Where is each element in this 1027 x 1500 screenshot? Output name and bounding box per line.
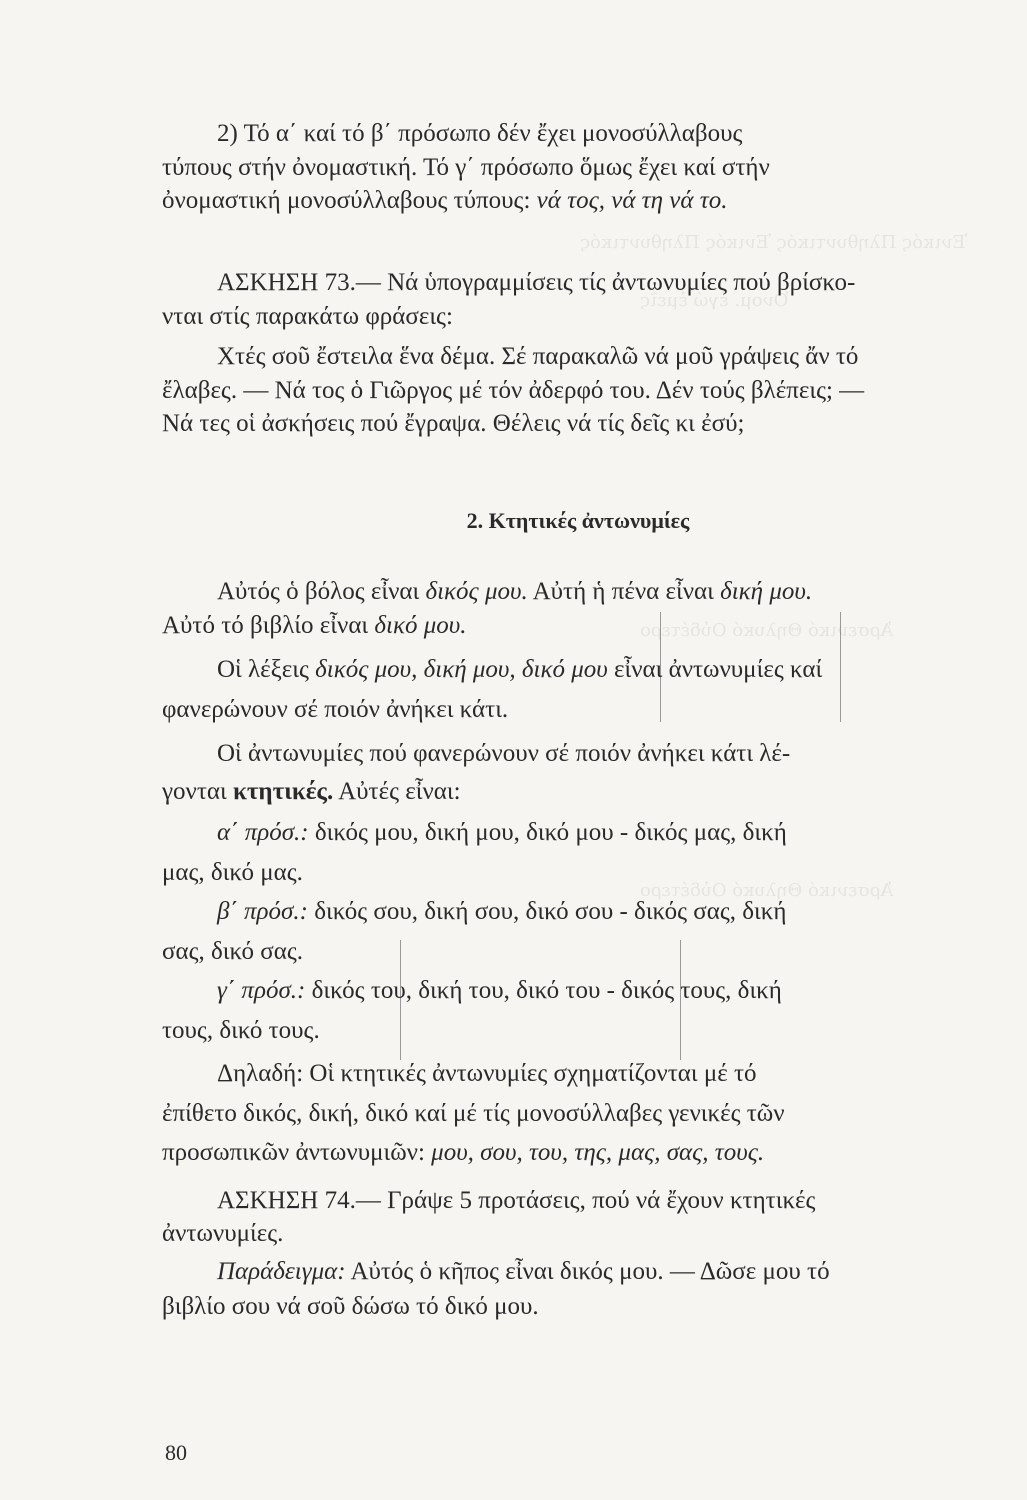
bleed-through-decoration: Ἑνικός Πληθυντικός Ἑνικός Πληθυντικός bbox=[580, 232, 968, 253]
italic-examples: νά τος, νά τη νά το. bbox=[536, 187, 728, 214]
text-run: Αὐτός ὁ βόλος εἶναι bbox=[217, 578, 426, 605]
paragraph-monosyllabic bbox=[162, 117, 994, 218]
italic-run: μου, σου, του, της, μας, σας, τους. bbox=[431, 1139, 765, 1166]
italic-run: δικός μου, δική μου, δικό μου bbox=[315, 656, 608, 683]
text-line bbox=[162, 575, 994, 609]
text-run: δικός του, δική του, δικό του - δικός τους, δική bbox=[305, 977, 782, 1004]
text-run: ὀνομαστική μονοσύλλαβους τύπους: bbox=[162, 187, 537, 214]
text-run: Αὐτός ὁ κῆπος εἶναι δικός μου. — Δῶσε μου τό bbox=[345, 1257, 830, 1285]
text-line: τύπους στήν ὀνομαστική. Τό γ΄ πρόσωπο ὅμως ἔχει καί στήν bbox=[162, 153, 770, 181]
bold-term: κτητικές. bbox=[232, 777, 334, 805]
exercise-heading-line: ΑΣΚΗΣΗ 73.— Νά ὑπογραμμίσεις τίς ἀντωνυμίες πού βρίσκο- bbox=[217, 269, 856, 296]
text-line: Νά τες οἱ ἀσκήσεις πού ἔγραψα. Θέλεις νά τίς δεῖς κι ἐσύ; bbox=[162, 410, 745, 437]
person-label: β΄ πρόσ.: bbox=[217, 898, 308, 925]
section-body bbox=[162, 575, 994, 1324]
text-line bbox=[162, 1136, 994, 1170]
text-run: δικός σου, δική σου, δικό σου - δικός σας, δική bbox=[307, 898, 787, 925]
person-label: α΄ πρόσ.: bbox=[217, 819, 309, 846]
person-line bbox=[162, 816, 994, 850]
person-line bbox=[162, 895, 994, 929]
text-line: τους, δικό τους. bbox=[162, 1016, 320, 1044]
page-number: 80 bbox=[165, 1440, 187, 1465]
text-line: Οἱ ἀντωνυμίες πού φανερώνουν σέ ποιόν ἀνήκει κάτι λέ- bbox=[217, 740, 791, 767]
text-line bbox=[162, 775, 994, 809]
text-line bbox=[162, 1255, 994, 1289]
text-line bbox=[162, 653, 994, 687]
text-line: φανερώνουν σέ ποιόν ἀνήκει κάτι. bbox=[162, 695, 509, 723]
section-heading: 2. Κτητικές ἀντωνυμίες bbox=[466, 508, 690, 533]
example-label: Παράδειγμα: bbox=[217, 1257, 346, 1285]
text-run: Αὐτή ἡ πένα εἶναι bbox=[527, 578, 721, 605]
text-line: Δηλαδή: Οἱ κτητικές ἀντωνυμίες σχηματίζονται μέ τό bbox=[217, 1060, 757, 1087]
text-run: προσωπικῶν ἀντωνυμιῶν: bbox=[162, 1139, 432, 1166]
text-line: βιβλίο σου νά σοῦ δώσω τό δικό μου. bbox=[162, 1293, 539, 1320]
text-line: σας, δικό σας. bbox=[162, 937, 304, 965]
text-line: Χτές σοῦ ἔστειλα ἕνα δέμα. Σέ παρακαλῶ νά μοῦ γράψεις ἄν τό bbox=[217, 343, 859, 370]
text-line: ἐπίθετο δικός, δική, δικό καί μέ τίς μονοσύλλαβες γενικές τῶν bbox=[162, 1099, 785, 1127]
italic-run: δικό μου. bbox=[374, 611, 467, 639]
italic-run: δικός μου. bbox=[425, 578, 528, 605]
text-line: ἀντωνυμίες. bbox=[162, 1220, 284, 1247]
text-run: εἶναι ἀντωνυμίες καί bbox=[607, 656, 823, 683]
text-run: Οἱ λέξεις bbox=[217, 656, 316, 683]
text-run: Αὐτό τό βιβλίο εἶναι bbox=[162, 611, 375, 639]
text-run: δικός μου, δική μου, δικό μου - δικός μας, δική bbox=[308, 819, 787, 846]
bleed-through-decoration: Ἀρσενικό Θηλυκό Οὐδέτερο bbox=[640, 620, 894, 641]
text-line: μας, δικό μας. bbox=[162, 858, 303, 886]
text-line: νται στίς παρακάτω φράσεις: bbox=[162, 302, 453, 330]
text-line: ἔλαβες. — Νά τος ὁ Γιῶργος μέ τόν ἀδερφό του. Δέν τούς βλέπεις; — bbox=[162, 376, 865, 404]
italic-run: δική μου. bbox=[720, 578, 813, 605]
exercise-heading-line: ΑΣΚΗΣΗ 74.— Γράψε 5 προτάσεις, πού νά ἔχουν κτητικές bbox=[217, 1186, 816, 1214]
text-line bbox=[162, 184, 994, 218]
text-run: Αὐτές εἶναι: bbox=[333, 777, 461, 805]
person-line bbox=[162, 974, 994, 1008]
person-label: γ΄ πρόσ.: bbox=[217, 977, 306, 1004]
text-line: 2) Τό α΄ καί τό β΄ πρόσωπο δέν ἔχει μονοσύλλαβους bbox=[217, 120, 743, 147]
text-line bbox=[162, 609, 994, 643]
exercise-73 bbox=[162, 266, 994, 441]
bleed-through-decoration: Ὀνομ. ἐγώ ἐμεῖς bbox=[640, 290, 789, 311]
text-run: γονται bbox=[162, 777, 233, 805]
bleed-through-decoration: Ἀρσενικό Θηλυκό Οὐδέτερο bbox=[640, 880, 894, 901]
